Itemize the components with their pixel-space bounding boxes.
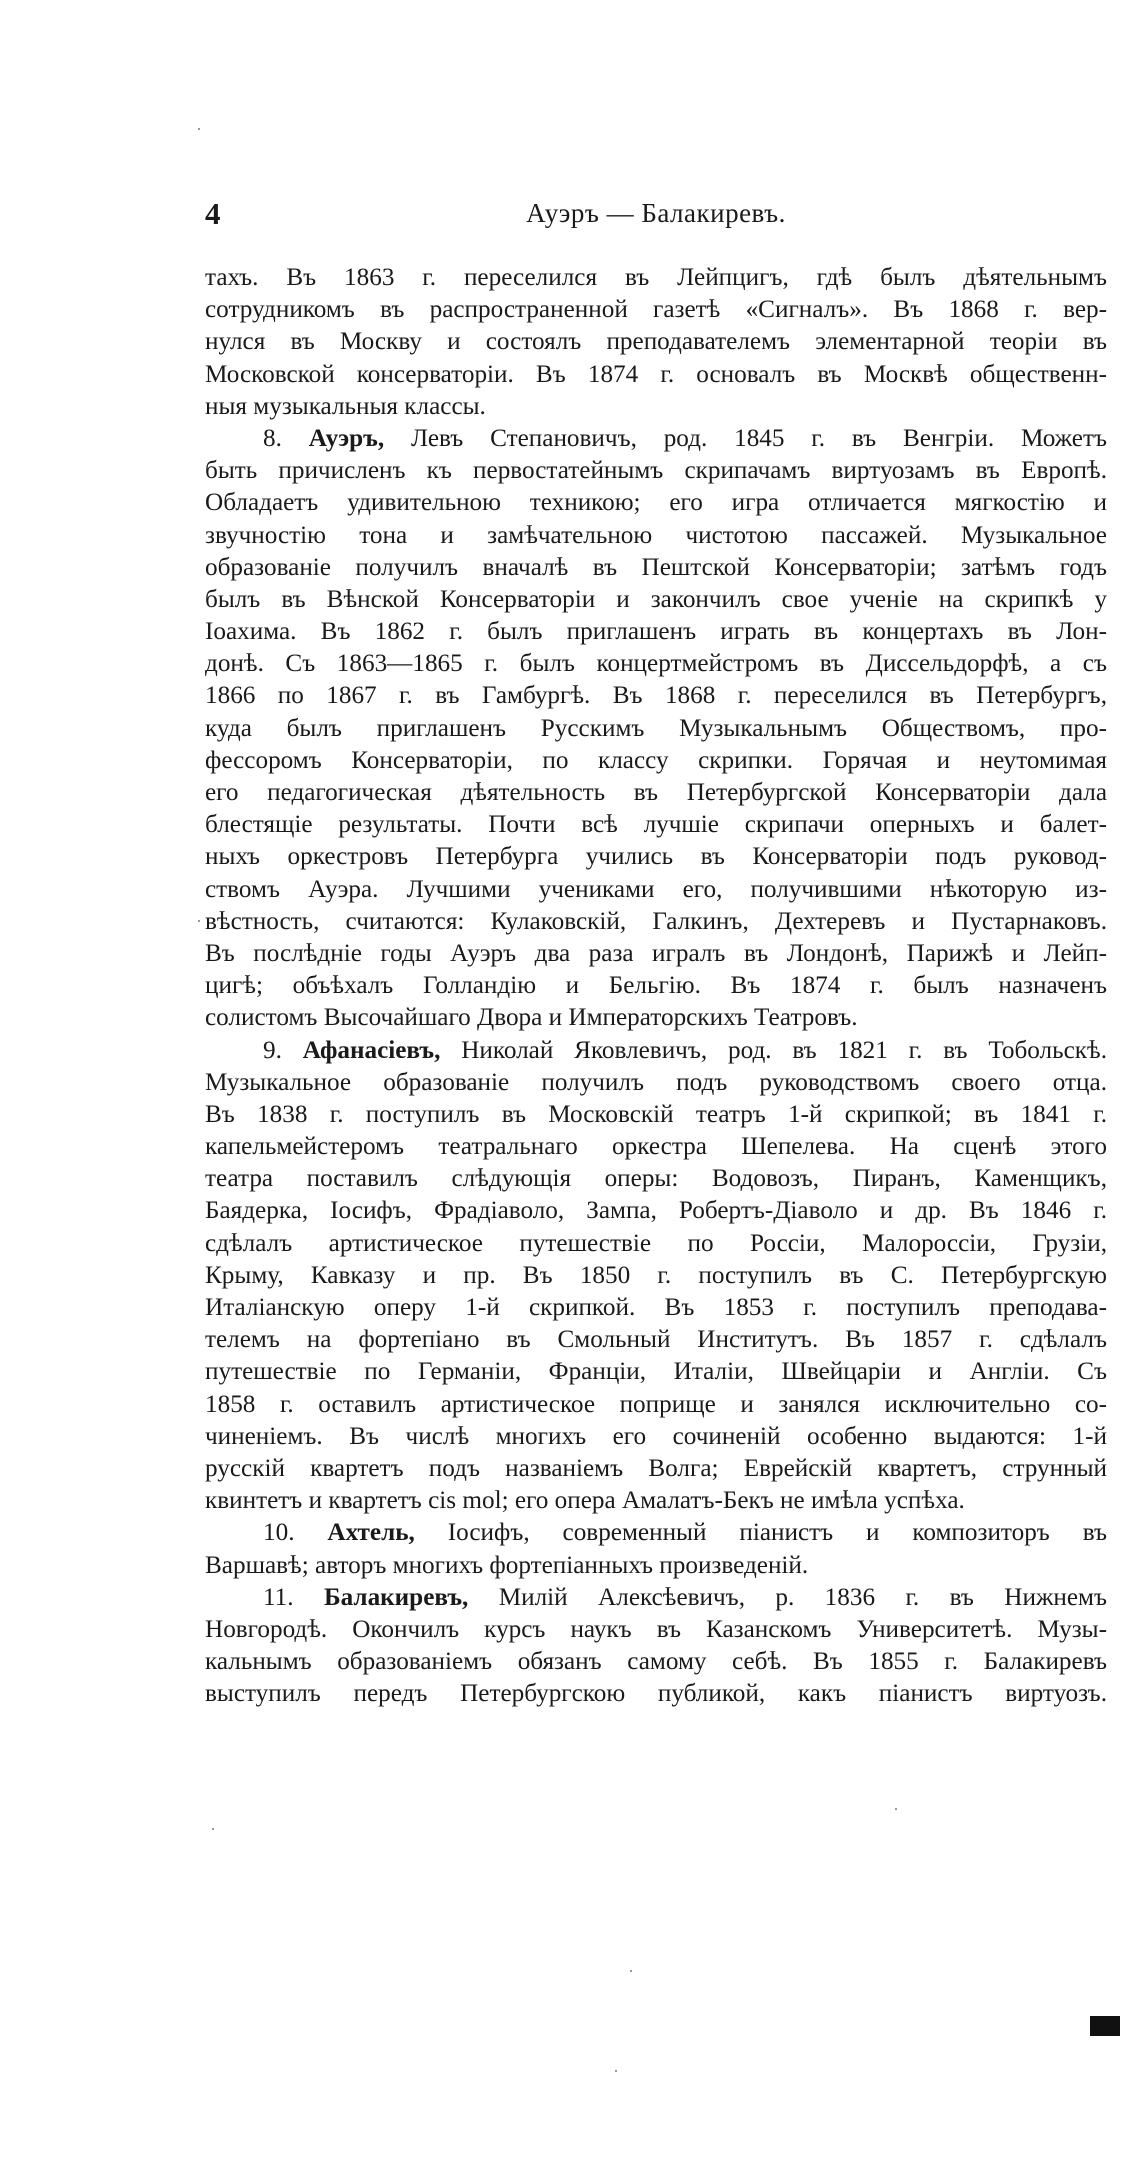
- text-line: 1858 г. оставилъ артистическое поприще и занялся исключительно со-: [205, 1390, 1107, 1418]
- text-line: фессоромъ Консерваторіи, по классу скрипки. Горячая и неутомимая: [205, 746, 1107, 774]
- entry-first-line-text: Милій Алексѣевичъ, р. 1836 г. въ Нижнемъ: [468, 1583, 1108, 1611]
- text-line: кальнымъ образованіемъ обязанъ самому себѣ. Въ 1855 г. Балакиревъ: [205, 1648, 1107, 1676]
- body-text: [205, 262, 1107, 1710]
- text-line: вѣстность, считаются: Кулаковскій, Галкинъ, Дехтеревъ и Пустарнаковъ.: [205, 907, 1107, 935]
- entry-number: 10.: [263, 1519, 295, 1547]
- text-line: Варшавѣ; авторъ многихъ фортепіанныхъ произведеній.: [205, 1551, 809, 1579]
- text-line: сотрудникомъ въ распространенной газетѣ «Сигналъ». Въ 1868 г. вер-: [205, 296, 1107, 324]
- scan-speck: [895, 1808, 897, 1810]
- text-line: Въ послѣдніе годы Ауэръ два раза игралъ въ Лондонѣ, Парижѣ и Лейп-: [205, 939, 1107, 967]
- text-line: путешествіе по Германіи, Франціи, Италіи, Швейцаріи и Англіи. Съ: [205, 1358, 1107, 1386]
- entry-number: 8.: [263, 424, 282, 452]
- text-line: сдѣлалъ артистическое путешествіе по Россіи, Малороссіи, Грузіи,: [205, 1229, 1107, 1257]
- entry-number: 11.: [263, 1583, 294, 1611]
- entry-first-line-text: Николай Яковлевичъ, род. въ 1821 г. въ Тобольскѣ.: [440, 1036, 1108, 1064]
- page-number: 4: [205, 196, 221, 231]
- paragraph-continuation: [205, 262, 1107, 423]
- scan-speck: [615, 2070, 617, 2072]
- text-line: донѣ. Съ 1863—1865 г. былъ концертмейстромъ въ Диссельдорфѣ, а съ: [205, 650, 1107, 678]
- entry-name: Афанасіевъ,: [302, 1036, 441, 1064]
- text-line: Баядерка, Іосифъ, Фрадіаволо, Зампа, Робертъ-Діаволо и др. Въ 1846 г.: [205, 1197, 1107, 1225]
- entry-first-line-text: Іосифъ, современный піанистъ и композиторъ въ: [414, 1519, 1107, 1547]
- text-line: театра поставилъ слѣдующія оперы: Водовозъ, Пиранъ, Каменщикъ,: [205, 1165, 1107, 1193]
- text-line: его педагогическая дѣятельность въ Петербургской Консерваторіи дала: [205, 779, 1107, 806]
- entry-balakirev: [205, 1582, 1107, 1711]
- text-line: быть причисленъ къ первостатейнымъ скрипачамъ виртуозамъ въ Европѣ.: [205, 457, 1107, 485]
- text-line: русскій квартетъ подъ названіемъ Волга; Еврейскій квартетъ, струнный: [205, 1454, 1107, 1482]
- text-line: 1866 по 1867 г. въ Гамбургѣ. Въ 1868 г. переселился въ Петербургъ,: [205, 682, 1107, 710]
- scan-speck: [630, 1970, 632, 1972]
- entry-auer: [205, 423, 1107, 1035]
- text-line: куда былъ приглашенъ Русскимъ Музыкальнымъ Обществомъ, про-: [205, 714, 1107, 742]
- text-line: ствомъ Ауэра. Лучшими учениками его, получившими нѣкоторую из-: [205, 875, 1107, 903]
- text-line: цигѣ; объѣхалъ Голландію и Бельгію. Въ 1874 г. былъ назначенъ: [205, 972, 1107, 1000]
- entry-first-line: [205, 423, 1107, 455]
- text-line: Италіанскую оперу 1-й скрипкой. Въ 1853 г. поступилъ преподава-: [205, 1294, 1107, 1321]
- text-line: ныхъ оркестровъ Петербурга учились въ Консерваторіи подъ руковод-: [205, 843, 1107, 871]
- text-line: блестящіе результаты. Почти всѣ лучшіе скрипачи оперныхъ и балет-: [205, 811, 1107, 839]
- text-line: Обладаетъ удивительною техникою; его игра отличается мягкостію и: [205, 489, 1107, 517]
- scan-speck: [198, 920, 200, 922]
- text-line: былъ въ Вѣнской Консерваторіи и закончилъ свое ученіе на скрипкѣ у: [205, 585, 1107, 613]
- text-line: Въ 1838 г. поступилъ въ Московскій театръ 1-й скрипкой; въ 1841 г.: [205, 1100, 1107, 1128]
- text-line: звучностію тона и замѣчательною чистотою пассажей. Музыкальное: [205, 521, 1107, 549]
- text-line: солистомъ Высочайшаго Двора и Императорскихъ Театровъ.: [205, 1004, 858, 1032]
- scan-speck: [212, 1828, 214, 1830]
- text-line: нулся въ Москву и состоялъ преподавателемъ элементарной теоріи въ: [205, 328, 1107, 356]
- text-line: квинтетъ и квартетъ cis mol; его опера Амалатъ-Бекъ не имѣла успѣха.: [205, 1487, 965, 1515]
- text-line: образованіе получилъ вначалѣ въ Пештской Консерваторіи; затѣмъ годъ: [205, 553, 1107, 581]
- text-line: Новгородѣ. Окончилъ курсъ наукъ въ Казанскомъ Университетѣ. Музы-: [205, 1615, 1107, 1643]
- text-line: выступилъ передъ Петербургскою публикой, какъ піанистъ виртуозъ.: [205, 1680, 1107, 1708]
- entry-name: Балакиревъ,: [323, 1583, 469, 1611]
- text-line: тахъ. Въ 1863 г. переселился въ Лейпцигъ, гдѣ былъ дѣятельнымъ: [205, 264, 1107, 291]
- text-line: капельмейстеромъ театральнаго оркестра Шепелева. На сценѣ этого: [205, 1133, 1107, 1161]
- entry-first-line: [205, 1035, 1107, 1067]
- text-line: Музыкальное образованіе получилъ подъ руководствомъ своего отца.: [205, 1068, 1107, 1096]
- entry-achtel: [205, 1517, 1107, 1581]
- text-line: ныя музыкальныя классы.: [205, 392, 486, 420]
- entry-first-line-text: Левъ Степановичъ, род. 1845 г. въ Венгріи. Можетъ: [384, 424, 1108, 452]
- entry-afanasiev: [205, 1035, 1107, 1518]
- text-line: Іоахима. Въ 1862 г. былъ приглашенъ играть въ концертахъ въ Лон-: [205, 618, 1107, 646]
- entry-name: Ахтель,: [327, 1519, 415, 1547]
- entry-name: Ауэръ,: [308, 424, 385, 452]
- text-line: Московской консерваторіи. Въ 1874 г. основалъ въ Москвѣ общественн-: [205, 360, 1107, 388]
- entry-number: 9.: [263, 1036, 282, 1064]
- entry-first-line: [205, 1517, 1107, 1549]
- text-line: Крыму, Кавказу и пр. Въ 1850 г. поступилъ въ С. Петербургскую: [205, 1261, 1107, 1289]
- scan-speck: [198, 128, 200, 130]
- page-header: [205, 196, 1107, 236]
- text-line: чиненіемъ. Въ числѣ многихъ его сочиненій особенно выдаются: 1-й: [205, 1422, 1107, 1450]
- running-head: Ауэръ — Балакиревъ.: [526, 198, 786, 228]
- entry-first-line: [205, 1582, 1107, 1614]
- scan-marker: [1090, 2016, 1120, 2036]
- text-line: телемъ на фортепіано въ Смольный Институтъ. Въ 1857 г. сдѣлалъ: [205, 1326, 1107, 1354]
